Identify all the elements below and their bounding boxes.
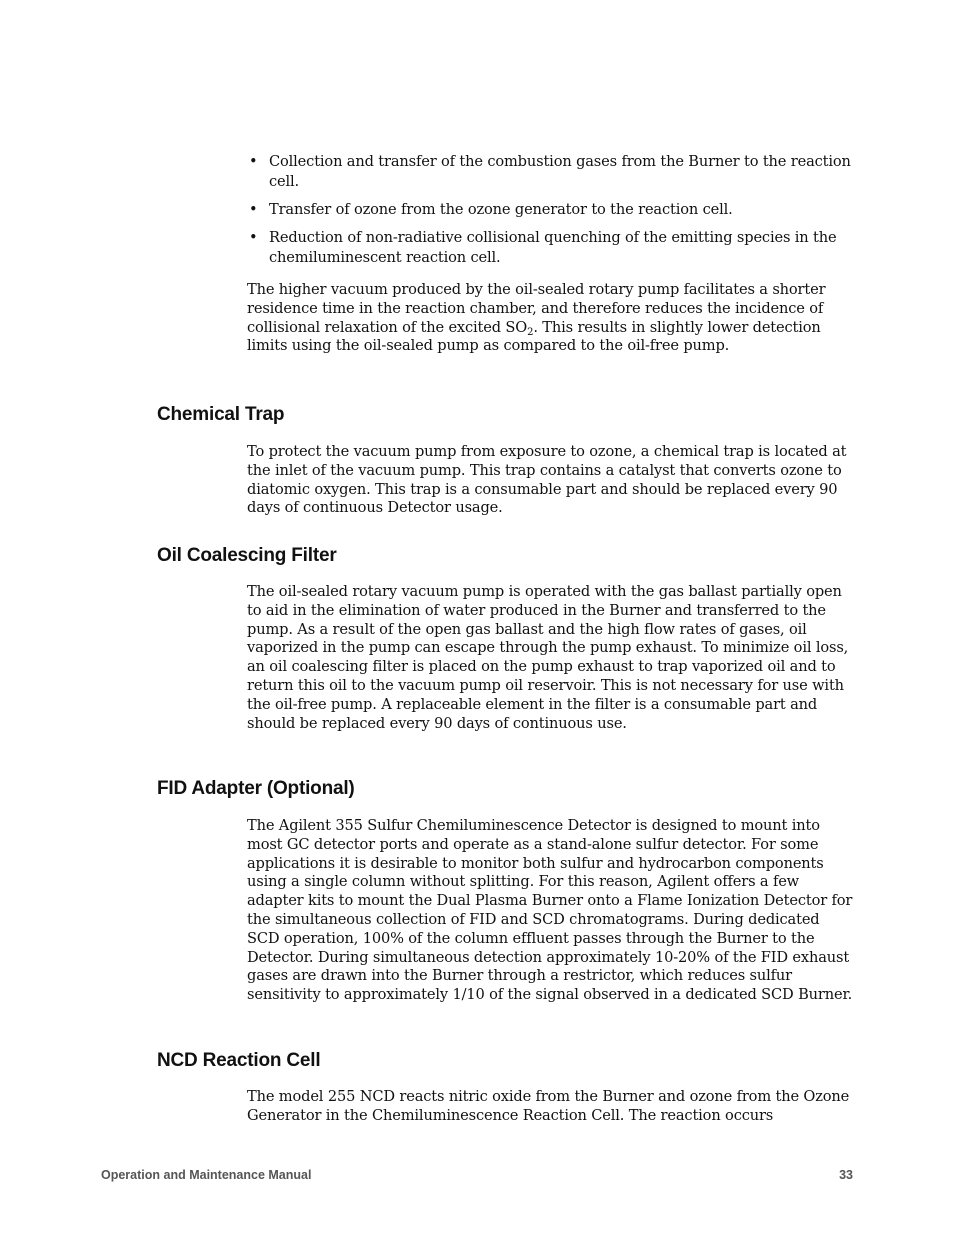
intro-text-part1: The higher vacuum produced by the oil-sealed rotary pump facilitates a shorter residence time in the reaction chamber, and therefore reduces the incidence of collisional relaxation of the excited SO xyxy=(247,281,826,336)
list-item xyxy=(247,228,853,268)
section-body-ncd-reaction-cell: The model 255 NCD reacts nitric oxide from the Burner and ozone from the Ozone Generator in the Chemiluminescence Reaction Cell. The reaction occurs xyxy=(247,1088,850,1124)
section-body-chemical-trap: To protect the vacuum pump from exposure to ozone, a chemical trap is located at the inlet of the vacuum pump. This trap contains a catalyst that converts ozone to diatomic oxygen. This trap is a consumable part and should be replaced every 90 days of continuous Detector usage. xyxy=(247,443,847,517)
subscript-2: 2 xyxy=(527,326,534,338)
section-heading-oil-coalescing-filter: Oil Coalescing Filter xyxy=(157,545,337,566)
intro-paragraph xyxy=(247,281,853,356)
bullet-marker: • xyxy=(249,153,258,170)
bullet-marker: • xyxy=(249,201,258,218)
bullet-text: Reduction of non-radiative collisional quenching of the emitting species in the chemiluminescent reaction cell. xyxy=(269,229,837,266)
bullet-text: Transfer of ozone from the ozone generator to the reaction cell. xyxy=(269,201,733,218)
list-item xyxy=(247,152,853,192)
intro-text-part2: . This results in slightly lower detection limits using the oil-sealed pump as compared to the oil-free pump. xyxy=(247,318,821,355)
section-heading-fid-adapter: FID Adapter (Optional) xyxy=(157,778,355,799)
section-heading-chemical-trap: Chemical Trap xyxy=(157,404,285,425)
bullet-text: Collection and transfer of the combustion gases from the Burner to the reaction cell. xyxy=(269,153,851,190)
bullet-marker: • xyxy=(249,229,258,246)
section-body-oil-coalescing-filter: The oil-sealed rotary vacuum pump is operated with the gas ballast partially open to aid in the elimination of water produced in the Burner and transferred to the pump. As a result of the open gas ballast and the high flow rates of gases, oil vaporized in the pump can escape through the pump exhaust. To minimize oil loss, an oil coalescing filter is placed on the pump exhaust to trap vaporized oil and to return this oil to the vacuum pump oil reservoir. This is not necessary for use with the oil-free pump. A replaceable element in the filter is a consumable part and should be replaced every 90 days of continuous use. xyxy=(247,583,849,732)
section-heading-ncd-reaction-cell: NCD Reaction Cell xyxy=(157,1050,321,1071)
section-body-fid-adapter: The Agilent 355 Sulfur Chemiluminescence Detector is designed to mount into most GC detector ports and operate as a stand-alone sulfur detector. For some applications it is desirable to monitor both sulfur and hydrocarbon components using a single column without splitting. For this reason, Agilent offers a few adapter kits to mount the Dual Plasma Burner onto a Flame Ionization Detector for the simultaneous collection of FID and SCD chromatograms. During dedicated SCD operation, 100% of the column effluent passes through the Burner to the Detector. During simultaneous detection approximately 10-20% of the FID exhaust gases are drawn into the Burner through a restrictor, which reduces sulfur sensitivity to approximately 1/10 of the signal observed in a dedicated SCD Burner. xyxy=(247,817,853,1004)
footer-page-number: 33 xyxy=(839,1168,853,1182)
footer-manual-title: Operation and Maintenance Manual xyxy=(101,1168,312,1182)
list-item xyxy=(247,200,853,220)
bullet-list xyxy=(247,152,853,276)
